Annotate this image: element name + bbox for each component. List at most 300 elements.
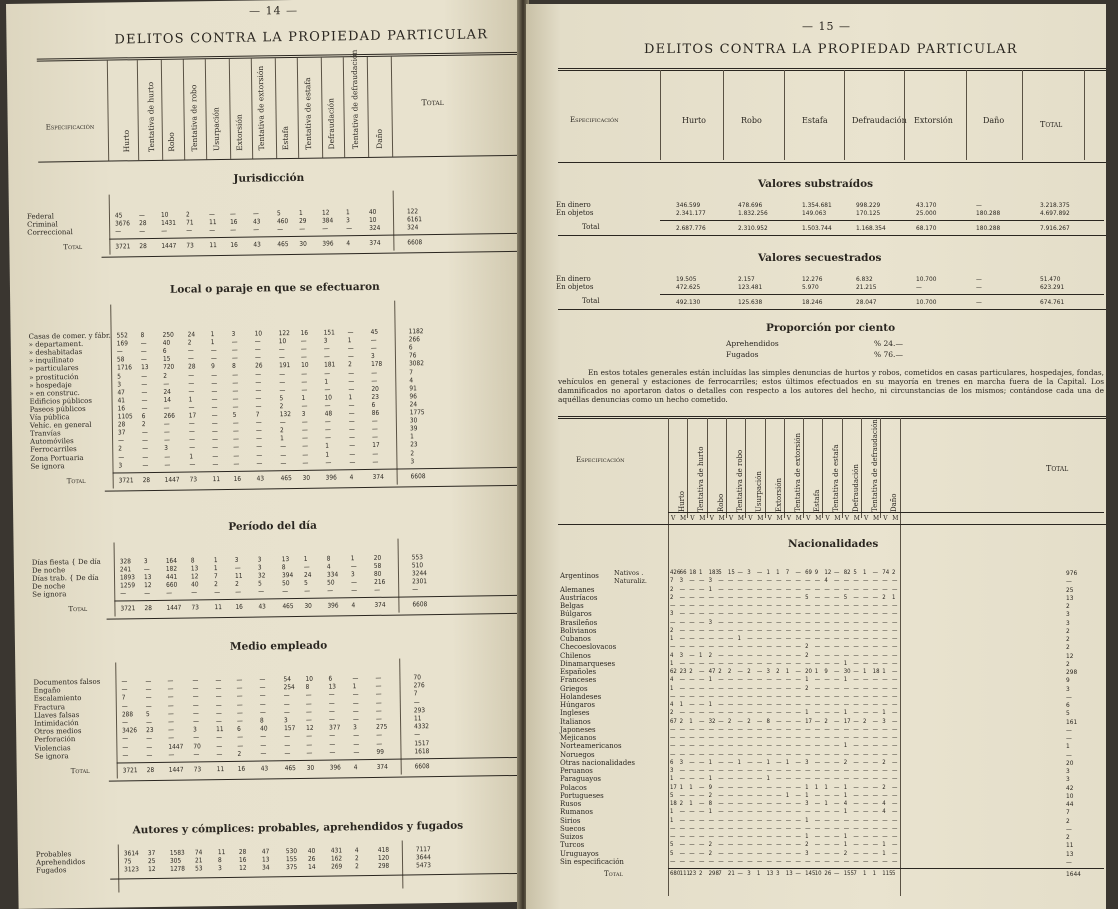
row-total: — xyxy=(1066,857,1072,866)
cell-value: — xyxy=(279,377,286,386)
cell-value: 1 xyxy=(805,783,809,791)
cell-value: — xyxy=(233,443,240,452)
cell-value: — xyxy=(689,701,695,708)
cell-value: — xyxy=(283,699,290,708)
row-label: Norteamericanos xyxy=(560,742,622,751)
column-header: Tentativa de hurto xyxy=(146,81,157,153)
sub-header-v: V xyxy=(767,515,772,522)
cell-value: — xyxy=(776,692,782,700)
cell-value: 11 xyxy=(209,218,217,227)
cell-value: 13 xyxy=(328,682,337,691)
cell-value: — xyxy=(834,833,840,840)
right-page xyxy=(526,4,1106,909)
cell-value: — xyxy=(252,209,259,218)
cell-value: — xyxy=(756,791,763,799)
cell-value: — xyxy=(747,651,753,659)
cell-value: — xyxy=(279,385,286,394)
cell-value: 1 xyxy=(882,709,886,717)
cell-value: 26 xyxy=(255,361,263,370)
cell-value: — xyxy=(805,742,811,750)
cell-value: 2 xyxy=(670,593,674,601)
cell-value: — xyxy=(853,717,859,725)
cell-value: 2 xyxy=(670,709,674,717)
cell-value: — xyxy=(872,841,879,849)
cell-value: 11 xyxy=(413,714,422,723)
total-value: 28.047 xyxy=(856,298,877,306)
cell-value: — xyxy=(756,569,763,576)
cell-value: — xyxy=(737,734,743,741)
cell-value: — xyxy=(834,717,840,725)
page-number: — 14 — xyxy=(249,3,299,18)
cell-value: 1 xyxy=(689,800,693,807)
cell-value: 5 xyxy=(670,849,674,857)
cell-value: — xyxy=(863,692,869,700)
cell-value: — xyxy=(834,635,840,642)
cell-value: 9 xyxy=(814,569,819,576)
cell-value: 6 xyxy=(237,724,241,734)
cell-value: — xyxy=(689,849,695,857)
cell-value: — xyxy=(140,339,147,348)
cell-value: — xyxy=(824,824,830,832)
cell-value: — xyxy=(863,742,869,750)
cell-value: — xyxy=(872,618,879,626)
column-divider xyxy=(321,58,323,158)
cell-value: — xyxy=(795,668,801,675)
column-header: Tentativa de defraudación xyxy=(871,419,879,512)
total-value: 28 xyxy=(146,766,155,775)
cell-value: 288 xyxy=(121,710,134,719)
row-label: Naturaliz. xyxy=(614,577,647,586)
cell-value: — xyxy=(727,758,734,766)
cell-value: — xyxy=(824,841,830,849)
cell-value: 1278 xyxy=(170,864,186,873)
total-value: 374 xyxy=(372,472,384,481)
cell-value: 266 xyxy=(408,335,420,344)
cell-value: — xyxy=(814,692,821,700)
cell-value: 7 xyxy=(785,569,790,576)
row-label: Alemanes xyxy=(560,585,595,594)
cell-value: — xyxy=(737,833,743,840)
cell-value: — xyxy=(891,701,898,708)
cell-value: — xyxy=(872,585,879,593)
cell-value: — xyxy=(834,610,840,618)
cell-value: — xyxy=(785,593,792,601)
cell-value: — xyxy=(689,577,695,585)
cell-value: 10 xyxy=(324,393,333,402)
cell-value: — xyxy=(776,659,782,667)
cell-value: 74 xyxy=(882,569,890,576)
cell-value: — xyxy=(863,767,869,774)
cell-value: 70 xyxy=(413,673,421,682)
cell-value: — xyxy=(785,618,792,626)
cell-value: — xyxy=(834,618,840,626)
cell-value: 6 xyxy=(328,674,333,683)
cell-value: 2 xyxy=(355,862,359,871)
cell-value: 157 xyxy=(284,724,296,733)
total-value: 1 xyxy=(756,870,761,877)
cell-value: 7 xyxy=(670,577,674,585)
cell-value: 39 xyxy=(409,424,418,433)
cell-value: — xyxy=(785,635,792,642)
cell-value: — xyxy=(737,659,743,667)
total-value: 73 xyxy=(189,475,198,484)
cell-value: — xyxy=(376,739,383,748)
cell-value: — xyxy=(353,747,360,757)
cell-value: 1 xyxy=(324,377,329,386)
cell-value: 37 xyxy=(147,848,156,858)
cell-value: — xyxy=(805,808,811,816)
cell-value: — xyxy=(708,734,714,741)
cell-value: 1 xyxy=(298,208,303,217)
cell-value: — xyxy=(853,833,859,840)
cell-value: — xyxy=(756,725,763,733)
cell-value: — xyxy=(718,849,724,857)
cell-value: 3 xyxy=(257,555,262,564)
cell-value: 3 xyxy=(345,216,350,225)
cell-value: — xyxy=(670,857,676,865)
cell-value: — xyxy=(863,783,869,791)
cell-value: — xyxy=(727,692,734,700)
cell-value: — xyxy=(689,824,695,832)
cell-value: — xyxy=(814,742,821,750)
total-rule xyxy=(117,757,529,764)
cell-value: — xyxy=(352,706,359,716)
cell-value: — xyxy=(302,434,309,443)
cell-value: — xyxy=(236,716,243,725)
cell-value: — xyxy=(853,668,859,675)
total-value: 1 xyxy=(863,870,867,877)
cell-value: — xyxy=(891,635,898,642)
cell-value: — xyxy=(756,816,763,824)
row-label: Vía pública xyxy=(29,413,70,422)
cell-value: 1 xyxy=(188,395,193,404)
row-total: 25 xyxy=(1066,585,1074,594)
cell-value: — xyxy=(814,709,821,717)
cell-value: 18 xyxy=(670,800,677,807)
cell-value: — xyxy=(814,593,821,601)
cell-value: — xyxy=(230,225,237,234)
cell-value: — xyxy=(872,734,879,741)
cell-value: 2 xyxy=(863,717,867,725)
cell-value: — xyxy=(976,283,982,291)
cell-value: — xyxy=(882,626,888,634)
total-value: 10 xyxy=(814,870,822,877)
cell-value: 169 xyxy=(116,339,128,348)
cell-value: 3 xyxy=(283,716,288,725)
cell-value: — xyxy=(163,403,170,412)
cell-value: 2 xyxy=(279,426,284,435)
cell-value: — xyxy=(756,824,763,832)
total-value: 396 xyxy=(322,239,334,248)
cell-value: — xyxy=(834,750,840,758)
cell-value: — xyxy=(188,427,195,436)
cell-value: 5 xyxy=(718,569,722,576)
row-label: Violencias xyxy=(34,743,71,753)
row-total: 161 xyxy=(1066,717,1078,726)
cell-value: 1 xyxy=(670,684,674,692)
cell-value: — xyxy=(872,659,879,667)
cell-value: 17 xyxy=(670,783,677,791)
cell-value: — xyxy=(824,849,830,857)
cell-value: — xyxy=(211,378,218,387)
row-label: Se ignora xyxy=(34,751,69,761)
cell-value: — xyxy=(698,618,705,626)
total-value: 374 xyxy=(369,238,381,247)
cell-value: — xyxy=(689,651,695,659)
row-label: Dinamarqueses xyxy=(560,659,616,668)
row-label: Chilenos xyxy=(560,651,591,660)
total-value: 1447 xyxy=(164,475,180,484)
cell-value: 394 xyxy=(281,571,294,580)
cell-value: — xyxy=(795,816,801,824)
cell-value: 2 xyxy=(727,717,732,725)
cell-value: — xyxy=(834,585,840,593)
cell-value: — xyxy=(824,585,830,593)
header-bottom-rule xyxy=(38,155,522,163)
cell-value: — xyxy=(795,791,801,799)
cell-value: — xyxy=(834,701,840,708)
total-value: 396 xyxy=(325,473,337,482)
cell-value: — xyxy=(747,841,753,849)
cell-value: 23 xyxy=(410,440,418,449)
cell-value: 178 xyxy=(371,360,383,369)
cell-value: 1 xyxy=(805,709,809,717)
cell-value: — xyxy=(698,750,705,758)
row-label: Correccional xyxy=(27,228,73,237)
total-value: 16 xyxy=(233,474,242,483)
cell-value: 3426 xyxy=(122,726,138,735)
total-value: 23 xyxy=(689,870,697,877)
cell-value: — xyxy=(670,734,676,741)
row-label: Aprehendidos xyxy=(35,857,86,867)
cell-value: — xyxy=(233,435,240,444)
cell-value: — xyxy=(727,725,734,733)
cell-value: — xyxy=(872,767,879,774)
cell-value: — xyxy=(756,849,763,857)
cell-value: 12 xyxy=(824,569,832,576)
row-label: Zona Portuaria xyxy=(30,453,84,463)
cell-value: 1 xyxy=(843,841,848,849)
row-total: 6 xyxy=(1066,701,1070,709)
cell-value: — xyxy=(121,685,128,694)
row-label: » prostitución xyxy=(29,372,79,382)
row-total: 2 xyxy=(1066,602,1070,610)
cell-value: 5 xyxy=(117,371,121,380)
cell-value: — xyxy=(776,841,782,849)
cell-value: 2 xyxy=(882,593,886,601)
cell-value: — xyxy=(863,775,869,783)
cell-value: — xyxy=(689,841,695,849)
cell-value: — xyxy=(872,824,879,832)
cell-value: 16 xyxy=(300,328,309,337)
cell-value: — xyxy=(834,593,840,601)
sub-header-v: V xyxy=(825,515,830,522)
cell-value: — xyxy=(785,775,792,783)
cell-value: 2 xyxy=(237,749,242,758)
cell-value: 70 xyxy=(193,741,201,751)
cell-value: — xyxy=(766,734,772,741)
cell-value: 328 xyxy=(119,557,132,566)
cell-value: — xyxy=(863,610,869,618)
cell-value: 1 xyxy=(814,783,819,791)
column-header: Extorsión xyxy=(774,478,783,512)
cell-value: — xyxy=(756,775,763,783)
cell-value: 1893 xyxy=(119,573,135,582)
cell-value: — xyxy=(727,808,734,816)
row-total: 5 xyxy=(1066,709,1070,718)
cell-value: — xyxy=(737,849,743,857)
cell-value: — xyxy=(872,800,879,807)
cell-value: — xyxy=(698,635,705,642)
total-value: 43 xyxy=(256,474,265,483)
total-label: Total xyxy=(63,242,83,252)
cell-value: — xyxy=(727,841,734,849)
cell-value: — xyxy=(347,328,354,337)
cell-value: — xyxy=(689,791,695,799)
cell-value: 34 xyxy=(262,863,270,872)
cell-value: 181 xyxy=(324,360,336,369)
cell-value: — xyxy=(737,775,743,783)
cell-value: — xyxy=(727,816,734,824)
cell-value: — xyxy=(679,849,686,857)
section-title: Valores substraídos xyxy=(758,178,873,190)
column-divider xyxy=(110,305,114,489)
cell-value: 241 xyxy=(119,565,132,574)
cell-value: — xyxy=(756,767,763,774)
cell-value: — xyxy=(814,701,821,708)
cell-value: — xyxy=(872,725,879,733)
cell-value: — xyxy=(679,692,686,700)
cell-value: — xyxy=(853,651,859,659)
cell-value: — xyxy=(872,833,879,840)
cell-value: 54 xyxy=(283,675,291,684)
cell-value: — xyxy=(737,585,743,593)
cell-value: — xyxy=(727,593,734,601)
cell-value: — xyxy=(747,824,753,832)
cell-value: — xyxy=(843,857,850,865)
cell-value: 5 xyxy=(670,841,674,849)
cell-value: 10 xyxy=(368,215,377,224)
cell-value: — xyxy=(814,791,821,799)
cell-value: 50 xyxy=(282,579,290,588)
cell-value: 40 xyxy=(368,207,377,216)
cell-value: — xyxy=(211,386,218,395)
column-divider xyxy=(398,539,400,613)
row-total: 13 xyxy=(1066,849,1074,858)
cell-value: — xyxy=(853,742,859,750)
cell-value: — xyxy=(834,783,840,791)
cell-value: 24 xyxy=(187,330,196,339)
cell-value: — xyxy=(371,416,378,426)
cell-value: — xyxy=(413,697,420,706)
row-total: 3 xyxy=(1066,775,1070,784)
cell-value: — xyxy=(766,635,772,642)
total-value: 7.916.267 xyxy=(1040,224,1070,232)
cell-value: — xyxy=(328,699,335,708)
cell-value: — xyxy=(146,750,153,759)
cell-value: — xyxy=(795,800,801,807)
cell-value: 4 xyxy=(670,701,674,708)
cell-value: 1 xyxy=(891,593,896,601)
column-header: Hurto xyxy=(678,491,686,512)
cell-value: 14 xyxy=(308,862,316,871)
cell-value: — xyxy=(689,684,695,692)
cell-value: — xyxy=(352,674,359,683)
cell-value: — xyxy=(776,816,782,824)
cell-value: — xyxy=(882,833,888,840)
cell-value: — xyxy=(122,751,129,760)
cell-value: — xyxy=(882,684,888,692)
cell-value: — xyxy=(145,718,152,727)
cell-value: — xyxy=(718,684,724,692)
cell-value: — xyxy=(795,585,801,593)
cell-value: 1 xyxy=(843,783,848,791)
sub-header-v: V xyxy=(671,515,676,522)
total-value: 1.168.354 xyxy=(856,224,886,232)
cell-value: — xyxy=(141,403,148,413)
cell-value: — xyxy=(747,676,753,684)
cell-value: 20 xyxy=(371,384,379,393)
cell-value: — xyxy=(747,758,753,766)
cell-value: — xyxy=(260,732,267,741)
row-label: Suecos xyxy=(560,824,586,833)
cell-value: — xyxy=(747,701,753,708)
cell-value: 2 xyxy=(708,791,713,799)
cell-value: — xyxy=(689,643,695,651)
row-label: Portugueses xyxy=(560,791,604,800)
cell-value: — xyxy=(255,426,262,435)
cell-value: — xyxy=(872,808,879,816)
cell-value: — xyxy=(236,708,243,717)
cell-value: 19.505 xyxy=(676,275,697,283)
cell-value: — xyxy=(891,849,898,857)
row-label: » departament. xyxy=(28,340,84,349)
cell-value: 530 xyxy=(285,847,298,856)
cell-value: — xyxy=(766,783,772,791)
cell-value: 2 xyxy=(882,758,886,766)
row-label: Paraguayos xyxy=(560,775,602,784)
cell-value: — xyxy=(882,701,888,708)
cell-value: — xyxy=(300,353,307,362)
total-value: 4 xyxy=(349,472,354,481)
column-header: Defraudación xyxy=(851,464,860,512)
cell-value: 13 xyxy=(190,564,199,573)
cell-value: — xyxy=(689,750,695,758)
cell-value: — xyxy=(824,734,830,741)
cell-value: 3 xyxy=(670,767,674,774)
cell-value: 28 xyxy=(117,420,126,429)
cell-value: 3 xyxy=(231,329,236,338)
column-header: Hurto xyxy=(682,116,706,125)
cell-value: — xyxy=(863,816,869,824)
cell-value: 162 xyxy=(330,854,343,863)
cell-value: — xyxy=(322,224,329,233)
total-value: 43 xyxy=(260,764,269,773)
cell-value: — xyxy=(872,684,879,692)
cell-value: — xyxy=(882,734,888,741)
cell-value: — xyxy=(166,588,173,597)
total-value: 6608 xyxy=(407,238,423,247)
total-header: Total xyxy=(1040,120,1063,129)
cell-value: 50 xyxy=(327,578,335,587)
cell-value: 1 xyxy=(210,330,215,339)
cell-value: — xyxy=(329,748,336,757)
cell-value: 3 xyxy=(257,563,262,572)
cell-value: — xyxy=(708,816,714,824)
cell-value: — xyxy=(853,775,859,783)
cell-value: — xyxy=(843,643,850,651)
cell-value: — xyxy=(824,618,830,626)
